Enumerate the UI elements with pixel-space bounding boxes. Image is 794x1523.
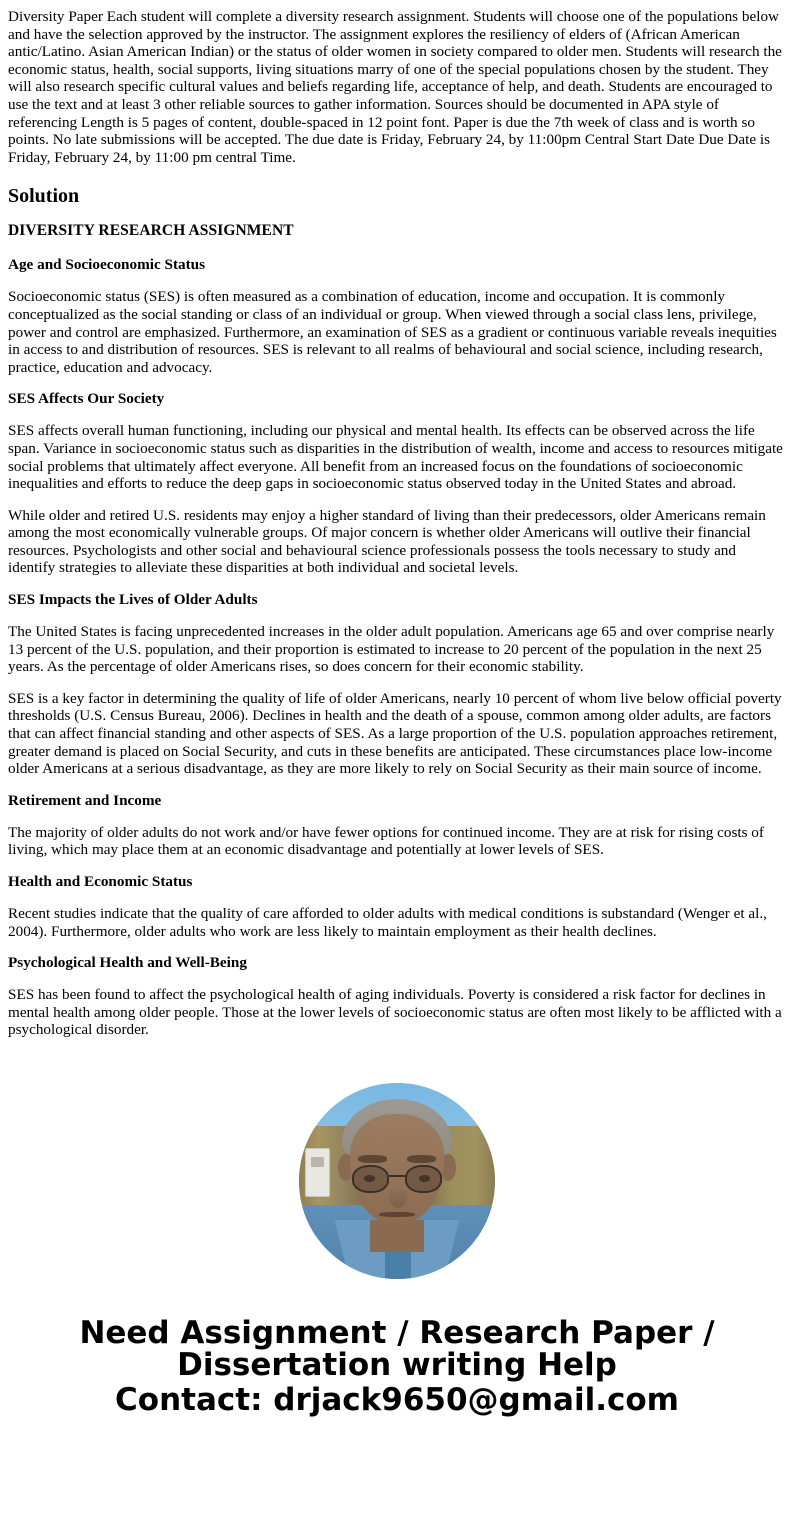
- intro-paragraph: Diversity Paper Each student will complete a diversity research assignment. Students will choose one of the populations below and have the selection approved by the instructor. The assignment explores the resiliency of elders of (African American antic/Latino. Asian American Indian) or the status of older women in society compared to older men. Students will research the economic status, health, social supports, living situations marry of one of the special populations chosen by the student. They will also research specific cultural values and beliefs regarding life, acceptance of help, and death. Students are encouraged to use the text and at least 3 other reliable sources to gather information. Sources should be documented in APA style of referencing Length is 5 pages of content, double-spaced in 12 point font. Paper is due the 7th week of class and is worth so points. No late submissions will be accepted. The due date is Friday, February 24, by 11:00pm Central Start Date Due Date is Friday, February 24, by 11:00 pm central Time.: [8, 8, 782, 166]
- portrait-container: [8, 1083, 786, 1279]
- section-retirement-and-income: [8, 792, 786, 859]
- section-heading: SES Impacts the Lives of Older Adults: [8, 591, 258, 609]
- section-paragraph: Recent studies indicate that the quality of care afforded to older adults with medical conditions is substandard (Wenger et al., 2004). Furthermore, older adults who work are less likely to maintain employment as their health declines.: [8, 905, 767, 940]
- section-heading: Retirement and Income: [8, 791, 162, 809]
- section-paragraph: SES affects overall human functioning, including our physical and mental health. Its effects can be observed across the life span. Variance in socioeconomic status such as disparities in the distribution of wealth, income and access to resources mitigate social problems that ultimately affect everyone. All benefit from an increased focus on the foundations of socioeconomic inequalities and efforts to reduce the deep gaps in socioeconomic status observed today in the United States and abroad.: [8, 422, 783, 493]
- photo-wall-switch: [305, 1148, 331, 1197]
- section-heading: Health and Economic Status: [8, 873, 193, 890]
- section-ses-affects-our-society: [8, 390, 786, 577]
- section-paragraph: While older and retired U.S. residents may enjoy a higher standard of living than their predecessors, older Americans remain among the most economically vulnerable groups. Of major concern is whether older Americans will outlive their financial resources. Psychologists and other social and behavioural science professionals possess the tools necessary to study and identify strategies to alleviate these disparities at both individual and societal levels.: [8, 506, 766, 577]
- avatar: [299, 1083, 495, 1279]
- eyeglasses-lens-left-icon: [352, 1165, 389, 1192]
- section-paragraph: The United States is facing unprecedented increases in the older adult population. Americans age 65 and over comprise nearly 13 percent of the U.S. population, and their proportion is estimated to increase to 20 percent of the population in the next 25 years. As the percentage of older Americans rises, so does concern for their economic stability.: [8, 623, 775, 676]
- eyeglasses-bridge-icon: [389, 1175, 405, 1177]
- section-health-and-economic-status: [8, 873, 786, 940]
- assignment-title: DIVERSITY RESEARCH ASSIGNMENT: [8, 222, 294, 240]
- section-heading: SES Affects Our Society: [8, 390, 165, 408]
- section-paragraph: SES has been found to affect the psychological health of aging individuals. Poverty is considered a risk factor for declines in mental health among older people. Those at the lower levels of socioeconomic status are often most likely to be afflicted with a psychological disorder.: [8, 986, 782, 1039]
- section-paragraph: The majority of older adults do not work and/or have fewer options for continued income. They are at risk for rising costs of living, which may place them at an economic disadvantage and potentially at lower levels of SES.: [8, 823, 764, 859]
- photo-eyebrow-right: [407, 1155, 436, 1163]
- eyeglasses-lens-right-icon: [405, 1165, 442, 1192]
- section-age-and-socioeconomic-status: [8, 256, 786, 376]
- photo-nose: [389, 1185, 407, 1209]
- photo-neck: [370, 1220, 425, 1251]
- section-paragraph: SES is a key factor in determining the quality of life of older Americans, nearly 10 percent of whom live below official poverty thresholds (U.S. Census Bureau, 2006). Declines in health and the death of a spouse, common among older adults, are factors that can affect financial standing and other aspects of SES. As a large proportion of the U.S. population approaches retirement, greater demand is placed on Social Security, and cuts in these benefits are anticipated. These circumstances place low-income older Americans at a serious disadvantage, as they are more likely to rely on Social Security as their main source of income.: [8, 689, 782, 778]
- cta-contact-email[interactable]: Contact: drjack9650@gmail.com: [115, 1381, 679, 1418]
- photo-eyebrow-left: [358, 1155, 387, 1163]
- solution-heading: Solution: [8, 185, 80, 208]
- section-ses-impacts-the-lives-of-older-adults: [8, 591, 786, 778]
- section-heading: Psychological Health and Well-Being: [8, 954, 247, 972]
- contact-cta: [8, 1314, 786, 1445]
- cta-headline: Need Assignment / Research Paper / Dissertation writing Help: [79, 1314, 715, 1383]
- section-psychological-health-and-well-being: [8, 954, 786, 1039]
- section-heading: Age and Socioeconomic Status: [8, 256, 206, 274]
- section-paragraph: Socioeconomic status (SES) is often measured as a combination of education, income and occupation. It is commonly conceptualized as the social standing or class of an individual or group. When viewed through a social class lens, privilege, power and control are emphasized. Furthermore, an examination of SES as a gradient or continuous variable reveals inequities in access to and distribution of resources. SES is relevant to all realms of behavioural and social science, including research, practice, education and advocacy.: [8, 288, 777, 376]
